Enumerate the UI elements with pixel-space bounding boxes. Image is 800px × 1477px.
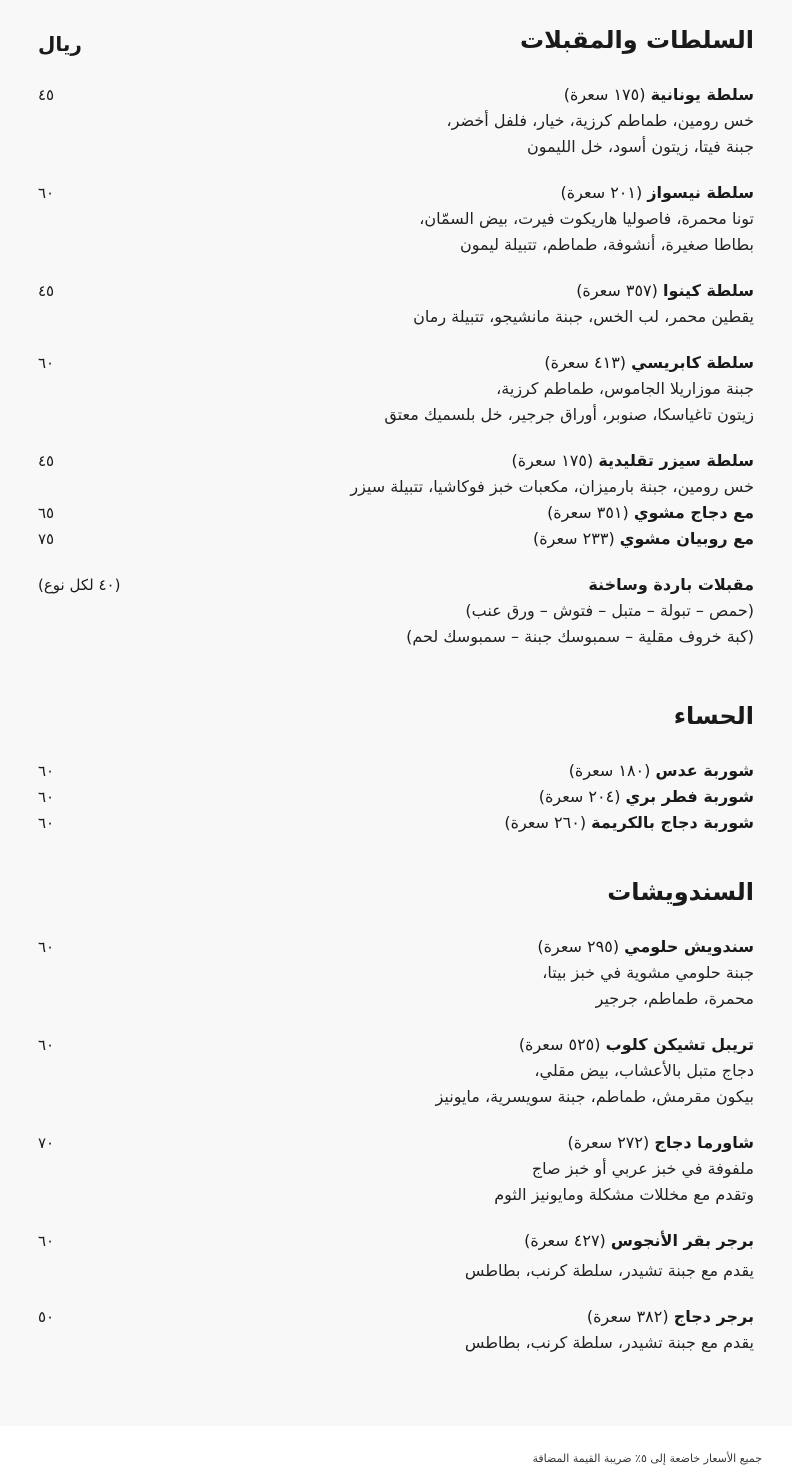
item-description: بطاطا صغيرة، أنشوفة، طماطم، تتبيلة ليمون	[459, 235, 754, 254]
item-title: تريبل تشيكن كلوب	[605, 1035, 754, 1054]
menu-item-name	[588, 572, 754, 598]
menu-item-name	[576, 278, 754, 304]
item-title: سلطة كابريسي	[631, 353, 754, 372]
item-price: ٦٠	[38, 184, 55, 202]
item-price: ٦٠	[38, 1036, 55, 1054]
item-calories: (٢٠٤ سعرة)	[538, 787, 621, 806]
menu-item-name	[564, 82, 754, 108]
item-price: ٤٥	[38, 86, 55, 104]
item-description: يقدم مع جبنة تشيدر، سلطة كرنب، بطاطس	[464, 1333, 754, 1352]
item-description: دجاج متبل بالأعشاب، بيض مقلي،	[534, 1061, 754, 1080]
item-title: مقبلات باردة وساخنة	[588, 575, 754, 594]
menu-item-name	[512, 448, 754, 474]
item-description: (حمص – تبولة – متبل – فتوش – ورق عنب)	[465, 601, 754, 620]
item-price: ٤٥	[38, 452, 55, 470]
section-title-soups: الحساء	[673, 702, 754, 730]
item-price: ٧٠	[38, 1134, 55, 1152]
item-title: شوربة فطر بري	[625, 787, 754, 806]
item-price: ٥٠	[38, 1308, 55, 1326]
item-calories: (٢٣٣ سعرة)	[532, 529, 615, 548]
item-title: مع دجاج مشوي	[633, 503, 754, 522]
item-description: خس رومين، طماطم كرزية، خيار، فلفل أخضر،	[446, 111, 754, 130]
item-price: ٦٥	[38, 504, 55, 522]
currency-label: ريال	[38, 32, 82, 56]
item-title: شاورما دجاج	[654, 1133, 754, 1152]
item-calories: (٢٦٠ سعرة)	[504, 813, 587, 832]
item-title: سلطة سيزر تقليدية	[598, 451, 754, 470]
item-calories: (٢٠١ سعرة)	[560, 183, 643, 202]
item-price: ٦٠	[38, 354, 55, 372]
item-calories: (٢٧٢ سعرة)	[567, 1133, 650, 1152]
menu-item-name	[547, 500, 754, 526]
item-calories: (٤١٣ سعرة)	[544, 353, 627, 372]
menu-item-name	[568, 1130, 754, 1156]
item-price: ٦٠	[38, 1232, 55, 1250]
item-description: خس رومين، جبنة بارميزان، مكعبات خبز فوكاشيا، تتبيلة سيزر	[350, 477, 754, 496]
item-price: ٦٠	[38, 788, 55, 806]
item-calories: (٣٥١ سعرة)	[547, 503, 629, 522]
item-calories: (٣٨٢ سعرة)	[586, 1307, 669, 1326]
section-title-sandwiches: السندويشات	[607, 878, 754, 906]
section-title-salads: السلطات والمقبلات	[520, 26, 754, 54]
item-title: برجر دجاج	[673, 1307, 754, 1326]
menu-item-name	[561, 180, 754, 206]
menu-item-name	[524, 1228, 754, 1254]
item-title: سلطة يونانية	[650, 85, 754, 104]
item-description: جبنة موزاريلا الجاموس، طماطم كرزية،	[496, 379, 754, 398]
menu-item-name	[544, 350, 754, 376]
item-description: يقدم مع جبنة تشيدر، سلطة كرنب، بطاطس	[464, 1261, 754, 1280]
menu-item-name	[504, 810, 754, 836]
item-calories: (٤٢٧ سعرة)	[524, 1231, 606, 1250]
vat-footnote: جميع الأسعار خاضعة إلى ٥٪ ضريبة القيمة المضافة	[532, 1452, 762, 1465]
item-price: ٦٠	[38, 762, 55, 780]
item-calories: (٥٢٥ سعرة)	[518, 1035, 601, 1054]
item-price: ٦٠	[38, 938, 55, 956]
menu-item-name	[569, 758, 754, 784]
item-description: يقطين محمر، لب الخس، جبنة مانشيجو، تتبيلة رمان	[413, 307, 754, 326]
item-price: ٧٥	[38, 530, 55, 548]
item-title: سندويش حلومي	[624, 937, 754, 956]
item-description: (كبة خروف مقلية – سمبوسك جبنة – سمبوسك لحم)	[406, 627, 754, 646]
menu-item-name	[587, 1304, 754, 1330]
item-description: تونا محمرة، فاصوليا هاريكوت فيرت، بيض السمّان،	[419, 209, 754, 228]
item-price: ٤٥	[38, 282, 55, 300]
item-title: سلطة نيسواز	[647, 183, 754, 202]
item-calories: (١٧٥ سعرة)	[511, 451, 594, 470]
item-title: برجر بقر الأنجوس	[610, 1231, 754, 1250]
item-calories: (١٨٠ سعرة)	[568, 761, 651, 780]
item-title: شوربة عدس	[655, 761, 754, 780]
item-calories: (٢٩٥ سعرة)	[537, 937, 620, 956]
item-price: (٤٠ لكل نوع)	[38, 576, 121, 594]
item-title: شوربة دجاج بالكريمة	[591, 813, 754, 832]
menu-item-name	[537, 934, 754, 960]
menu-item-name	[539, 784, 754, 810]
item-description: جبنة فيتا، زيتون أسود، خل الليمون	[526, 137, 754, 156]
item-description: بيكون مقرمش، طماطم، جبنة سويسرية، مايونيز	[435, 1087, 754, 1106]
item-title: مع روبيان مشوي	[619, 529, 754, 548]
item-description: جبنة حلومي مشوية في خبز بيتا،	[542, 963, 754, 982]
item-description: محمرة، طماطم، جرجير	[595, 989, 754, 1008]
item-title: سلطة كينوا	[662, 281, 754, 300]
item-calories: (١٧٥ سعرة)	[563, 85, 646, 104]
item-calories: (٣٥٧ سعرة)	[576, 281, 658, 300]
menu-item-name	[533, 526, 754, 552]
item-price: ٦٠	[38, 814, 55, 832]
item-description: ملفوفة في خبز عربي أو خبز صاج	[531, 1159, 754, 1178]
item-description: وتقدم مع مخللات مشكلة ومايونيز الثوم	[494, 1185, 754, 1204]
item-description: زيتون تاغياسكا، صنوبر، أوراق جرجير، خل بلسميك معتق	[384, 405, 754, 424]
menu-item-name	[519, 1032, 754, 1058]
